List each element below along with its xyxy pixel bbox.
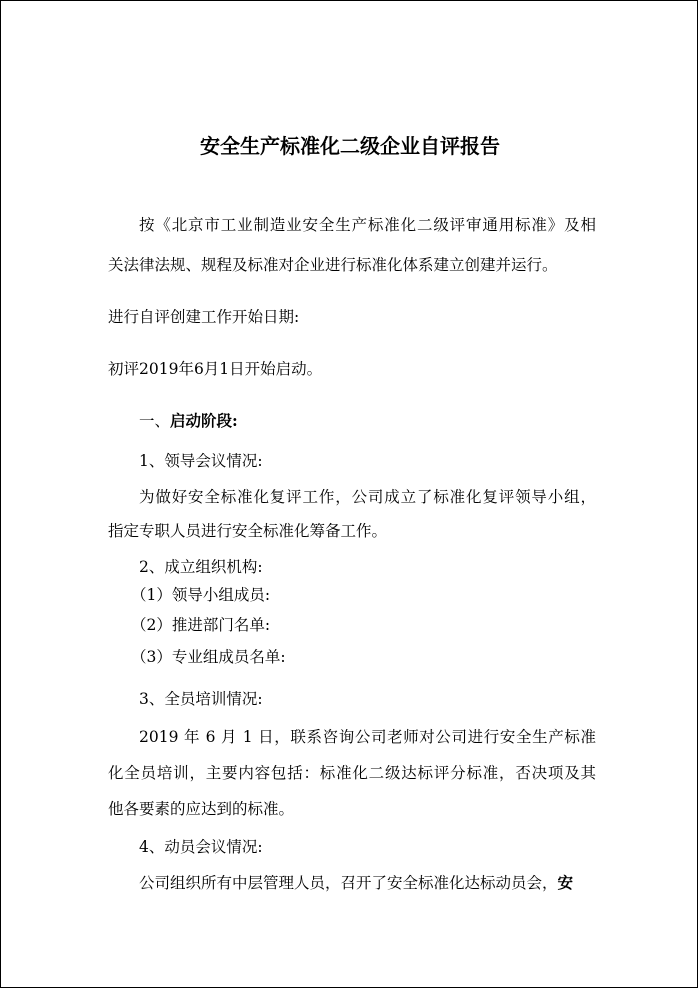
item-1-line-1: 为做好安全标准化复评工作，公司成立了标准化复评领导小组， <box>139 488 596 506</box>
item-3-line-2: 化全员培训，主要内容包括：标准化二级达标评分标准，否决项及其 <box>108 764 596 782</box>
item-4-line-1-text: 公司组织所有中层管理人员，召开了安全标准化达标动员会， <box>139 874 558 892</box>
item-4-heading: 4、动员会议情况: <box>139 838 263 856</box>
item-4-line-1-bold-text: 安 <box>557 873 574 892</box>
item-2-heading: 2、成立组织机构: <box>139 558 263 576</box>
section-1-number: 一、 <box>139 412 171 430</box>
item-2-sub-3: （3）专业组成员名单: <box>131 648 286 666</box>
item-3-line-1: 2019 年 6 月 1 日，联系咨询公司老师对公司进行安全生产标准 <box>139 728 596 746</box>
start-date-label: 进行自评创建工作开始日期: <box>108 308 300 326</box>
intro-line-1: 按《北京市工业制造业安全生产标准化二级评审通用标准》及相 <box>139 216 596 234</box>
document-title: 安全生产标准化二级企业自评报告 <box>200 134 500 158</box>
item-4-line-1 <box>139 873 573 893</box>
section-1-title: 启动阶段: <box>170 411 238 430</box>
item-1-heading: 1、领导会议情况: <box>139 452 263 470</box>
item-2-sub-2: （2）推进部门名单: <box>131 616 271 634</box>
item-1-line-2: 指定专职人员进行安全标准化筹备工作。 <box>108 522 388 540</box>
intro-line-2: 关法律法规、规程及标准对企业进行标准化体系建立创建并运行。 <box>108 256 558 274</box>
item-3-heading: 3、全员培训情况: <box>139 690 263 708</box>
item-2-sub-1: （1）领导小组成员: <box>131 586 271 604</box>
initial-review-text: 初评2019年6月1日开始启动。 <box>108 360 323 378</box>
item-3-line-3: 他各要素的应达到的标准。 <box>108 800 295 818</box>
section-1-heading <box>139 411 238 431</box>
